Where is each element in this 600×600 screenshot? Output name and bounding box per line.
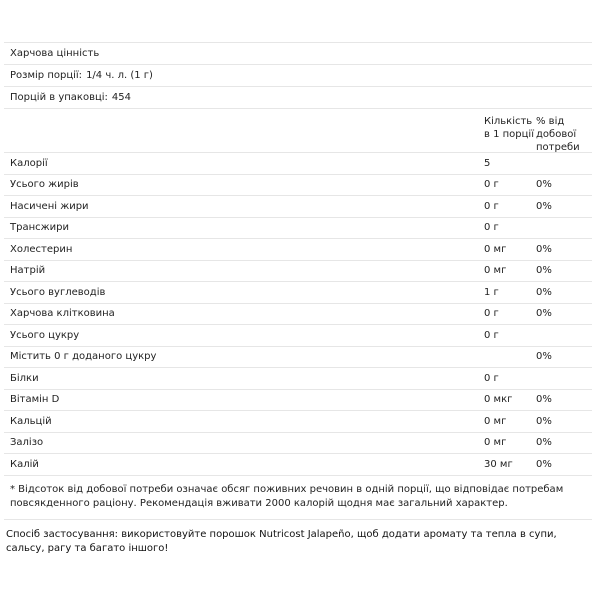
nutrient-name: Калій <box>10 458 39 470</box>
nutrient-row <box>4 432 592 454</box>
serving-size-label: Розмір порції: <box>10 70 83 81</box>
nutrient-daily-value: 0% <box>536 265 552 277</box>
nutrient-row <box>4 217 592 239</box>
nutrient-name: Харчова клітковина <box>10 308 115 320</box>
nutrient-row <box>4 238 592 260</box>
nutrition-title-row <box>4 42 592 64</box>
nutrient-daily-value: 0% <box>536 179 552 191</box>
nutrient-daily-value: 0% <box>536 243 552 255</box>
servings-label: Порцій в упаковці: <box>10 92 108 103</box>
nutrient-amount: 0 г <box>484 372 499 384</box>
nutrient-daily-value: 0% <box>536 286 552 298</box>
nutrient-row <box>4 152 592 174</box>
nutrient-amount: 0 мг <box>484 415 507 427</box>
servings-per-container-row <box>4 86 592 108</box>
nutrient-name: Насичені жири <box>10 200 89 212</box>
nutrition-facts-panel <box>4 42 592 520</box>
nutrient-amount: 0 мг <box>484 265 507 277</box>
nutrient-name: Калорії <box>10 157 48 169</box>
nutrient-row <box>4 389 592 411</box>
nutrient-daily-value: 0% <box>536 200 552 212</box>
nutrient-row <box>4 281 592 303</box>
nutrient-name: Білки <box>10 372 39 384</box>
nutrient-daily-value: 0% <box>536 415 552 427</box>
nutrient-amount: 0 г <box>484 329 499 341</box>
nutrient-amount: 0 г <box>484 222 499 234</box>
column-header-row <box>4 108 592 152</box>
nutrient-daily-value: 0% <box>536 437 552 449</box>
nutrient-daily-value: 0% <box>536 458 552 470</box>
nutrient-row <box>4 453 592 475</box>
nutrient-name: Містить 0 г доданого цукру <box>10 351 157 363</box>
serving-size-row <box>4 64 592 86</box>
nutrient-daily-value: 0% <box>536 394 552 406</box>
nutrient-row <box>4 260 592 282</box>
nutrient-name: Усього жирів <box>10 179 79 191</box>
nutrient-row <box>4 174 592 196</box>
nutrient-row <box>4 195 592 217</box>
serving-size-value: 1/4 ч. л. (1 г) <box>86 70 153 81</box>
nutrient-amount: 0 мг <box>484 437 507 449</box>
nutrition-title: Харчова цінність <box>10 48 100 59</box>
nutrient-amount: 30 мг <box>484 458 513 470</box>
nutrient-daily-value: 0% <box>536 308 552 320</box>
nutrient-amount: 0 г <box>484 200 499 212</box>
nutrient-name: Вітамін D <box>10 394 60 406</box>
nutrient-amount: 0 мкг <box>484 394 513 406</box>
nutrient-daily-value: 0% <box>536 351 552 363</box>
nutrient-row <box>4 410 592 432</box>
nutrient-row <box>4 367 592 389</box>
nutrient-amount: 1 г <box>484 286 499 298</box>
nutrient-name: Натрій <box>10 265 46 277</box>
column-header-daily-value: % від добової потреби <box>536 116 580 153</box>
nutrient-amount: 0 мг <box>484 243 507 255</box>
nutrient-amount: 0 г <box>484 308 499 320</box>
nutrient-name: Кальцій <box>10 415 52 427</box>
nutrient-name: Усього цукру <box>10 329 80 341</box>
nutrient-table <box>4 152 592 475</box>
nutrient-amount: 0 г <box>484 179 499 191</box>
nutrient-row <box>4 346 592 368</box>
daily-value-footnote: * Відсоток від добової потреби означає обсяг поживних речовин в одній порції, що відповідає потребам повсякденного раціону. Рекомендація вживати 2000 калорій щодня має загальний характер. <box>4 475 592 520</box>
nutrient-name: Трансжири <box>10 222 69 234</box>
nutrient-amount: 5 <box>484 157 491 169</box>
nutrient-row <box>4 324 592 346</box>
nutrient-name: Усього вуглеводів <box>10 286 106 298</box>
nutrient-name: Холестерин <box>10 243 73 255</box>
column-header-amount: Кількість в 1 порції <box>484 116 534 140</box>
usage-instructions: Спосіб застосування: використовуйте порошок Nutricost Jalapeño, щоб додати аромату та тепла в супи, сальсу, рагу та багато іншого! <box>6 529 557 554</box>
nutrient-name: Залізо <box>10 437 44 449</box>
nutrient-row <box>4 303 592 325</box>
servings-value: 454 <box>111 92 132 103</box>
